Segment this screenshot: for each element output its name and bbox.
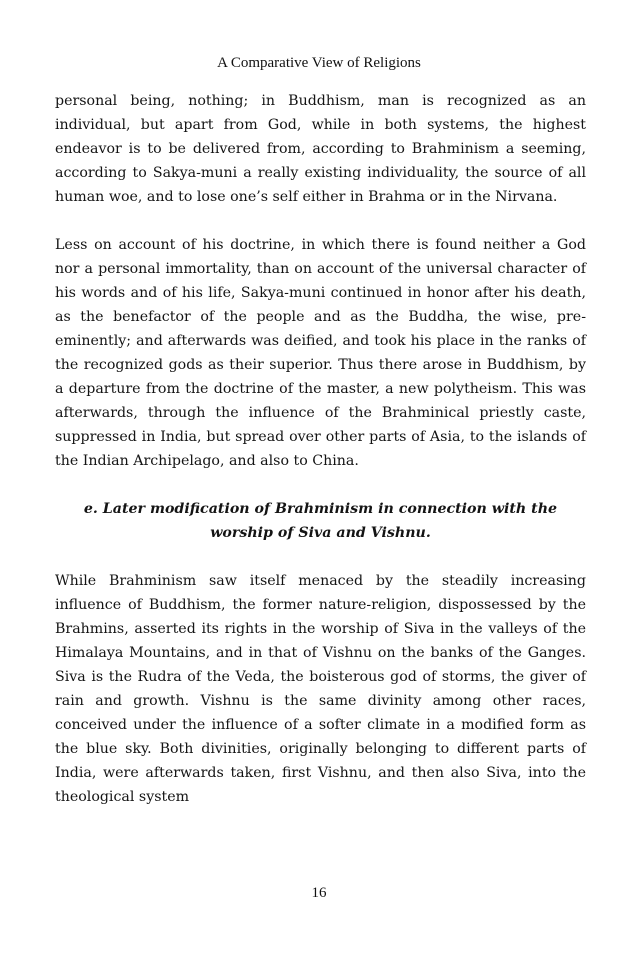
section-heading-line-1: e. Later modification of Brahminism in connection with the	[83, 501, 558, 517]
page-body	[55, 89, 586, 833]
section-heading-line-2: worship of Siva and Vishnu.	[210, 525, 431, 541]
paragraph-1: personal being, nothing; in Buddhism, man is recognized as an individual, but apart from God, while in both systems, the highest endeavor is to be delivered from, according to Brahminism a seeming, according to Sakya-muni a really existing individuality, the source of all human woe, and to lose one’s self either in Brahma or in the Nirvana.	[55, 93, 586, 205]
page-number: 16	[311, 885, 327, 901]
paragraph-3: While Brahminism saw itself menaced by the steadily increasing influence of Buddhism, the former nature-religion, dispossessed by the Brahmins, asserted its rights in the worship of Siva in the valleys of the Himalaya Mountains, and in that of Vishnu on the banks of the Ganges. Siva is the Rudra of the Veda, the boisterous god of storms, the giver of rain and growth. Vishnu is the same divinity among other races, conceived under the influence of a softer climate in a modified form as the blue sky. Both divinities, originally belonging to different parts of India, were afterwards taken, first Vishnu, and then also Siva, into the theological system	[55, 573, 586, 805]
paragraph-2: Less on account of his doctrine, in which there is found neither a God nor a personal immortality, than on account of the universal character of his words and of his life, Sakya-muni continued in honor after his death, as the benefactor of the people and as the Buddha, the wise, pre-eminently; and afterwards was deified, and took his place in the ranks of the recognized gods as their superior. Thus there arose in Buddhism, by a departure from the doctrine of the master, a new polytheism. This was afterwards, through the influence of the Brahminical priestly caste, suppressed in India, but spread over other parts of Asia, to the islands of the Indian Archipelago, and also to China.	[55, 237, 586, 469]
section-heading	[55, 497, 586, 545]
running-header: A Comparative View of Religions	[217, 55, 421, 71]
